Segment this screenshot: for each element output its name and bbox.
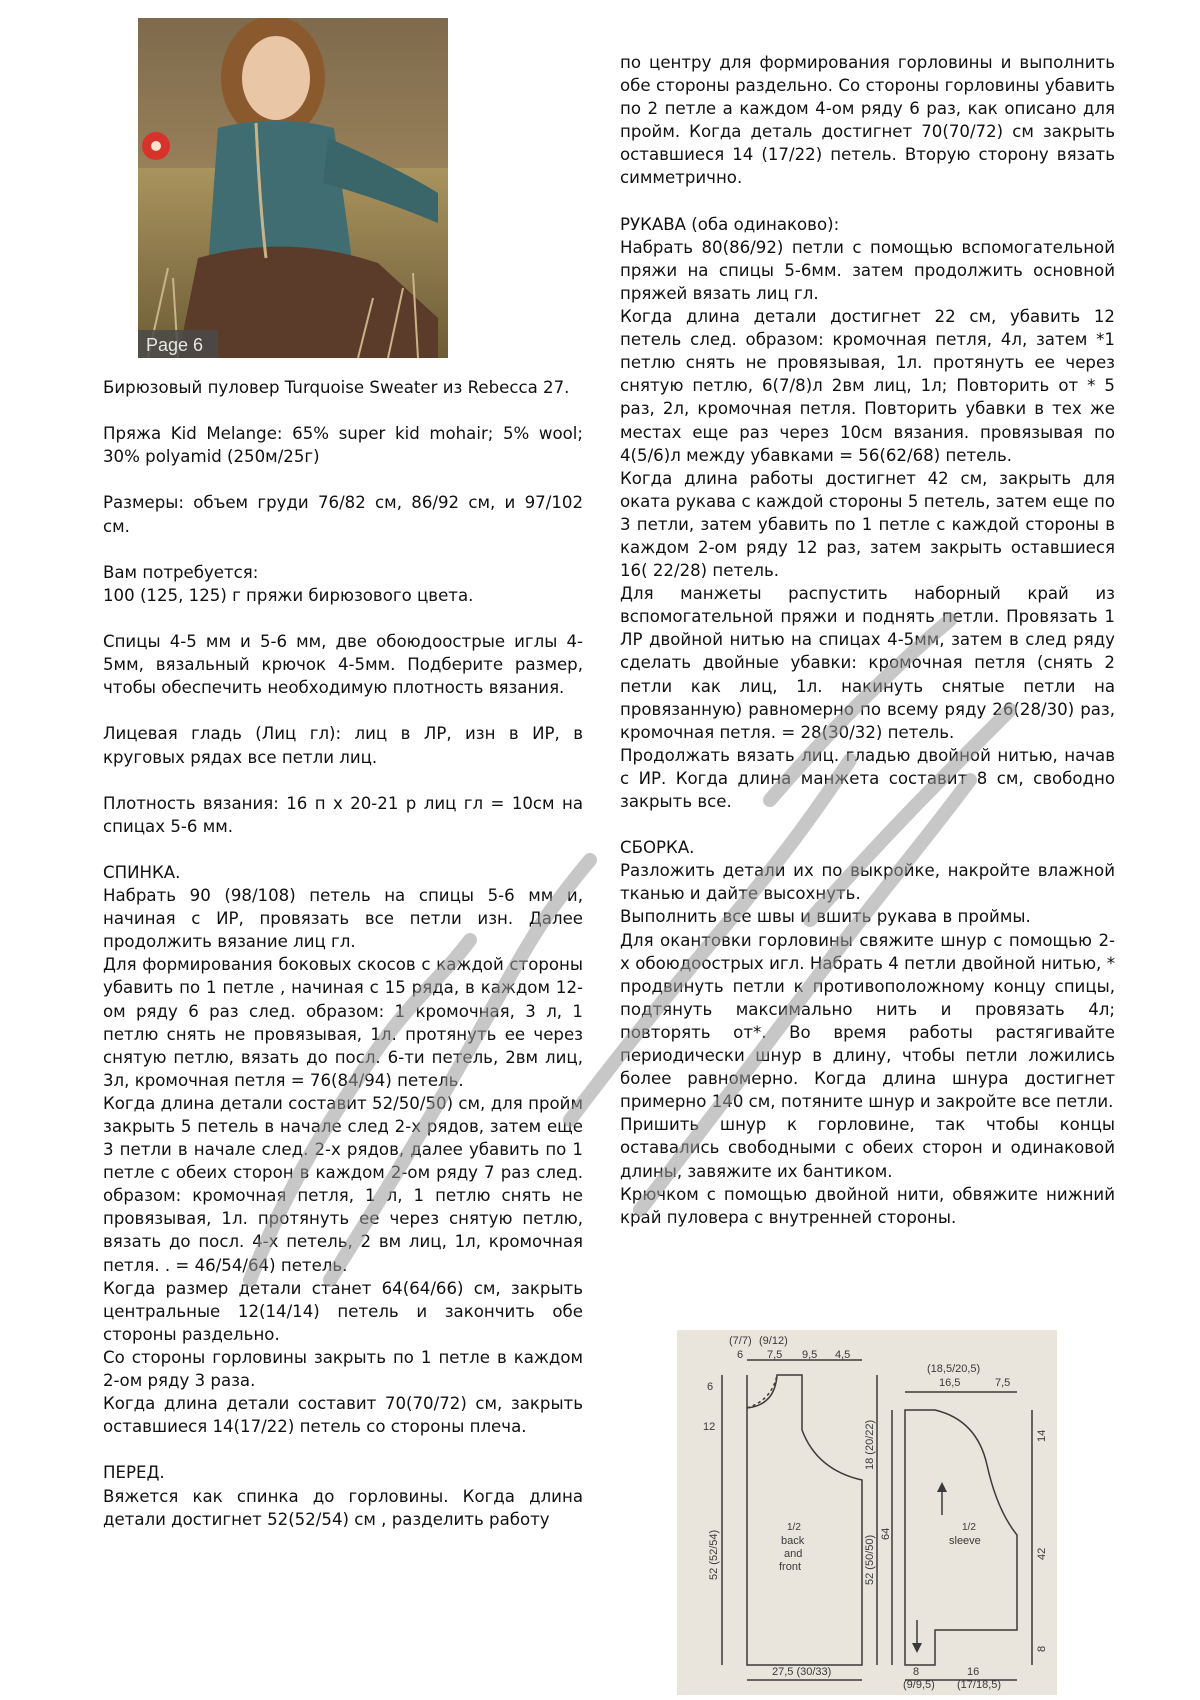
front-paragraph: Вяжется как спинка до горловины. Когда длина детали достигнет 52(52/54) см , разделить работу — [103, 1486, 583, 1529]
materials-yarn: 100 (125, 125) г пряжи бирюзового цвета. — [103, 585, 474, 605]
back-paragraph: Когда длина детали составит 70(70/72) см, закрыть оставшиеся 14(17/22) петель со стороны плеча. — [103, 1394, 583, 1437]
dim-top-4-5: 4,5 — [835, 1349, 851, 1361]
dim-bottom: 27,5 (30/33) — [772, 1666, 832, 1678]
assembly-paragraph: Выполнить все швы и вшить рукава в проймы. — [620, 907, 1031, 927]
assembly-paragraph: Крючком с помощью двойной нити, обвяжите нижний край пуловера с внутренней стороны. — [620, 1184, 1115, 1227]
dim-armhole: 18 (20/22) — [864, 1419, 876, 1470]
sleeve-dim-bottom-b: (9/9,5) — [903, 1679, 935, 1691]
dim-top-9-5: 9,5 — [802, 1349, 818, 1361]
body-label-front: front — [779, 1561, 802, 1573]
dim-top-7-5: 7,5 — [767, 1349, 783, 1361]
sleeves-heading: РУКАВА (оба одинаково): — [620, 214, 840, 234]
body-label-back: back — [781, 1535, 805, 1547]
sleeves-paragraph: Когда длина детали достигнет 22 см, убавить 12 петель след. образом: кромочная петля, 4л, затем *1 петлю снять не провязывая, 1л. протянуть ее через снятую петлю, 6(7/8)л 2вм лиц, 1л; Повторить от * 5 раз, 2л, кромочная петля. Повторить убавки в тех же местах еще раз через 10см вязания. провязывая по 4(5/6)л между убавками = 56(62/68) петель. — [620, 307, 1115, 465]
pattern-schematic — [677, 1330, 1057, 1695]
sleeve-dim-64: 64 — [880, 1527, 892, 1540]
left-column — [103, 376, 583, 1531]
sleeve-dim-bottom-c: 16 — [967, 1666, 980, 1678]
assembly-paragraph: Разложить детали их по выкройке, накройте влажной тканью и дайте высохнуть. — [620, 861, 1115, 904]
sleeve-dim-bottom-a: 8 — [913, 1666, 920, 1678]
assembly-heading: СБОРКА. — [620, 838, 695, 858]
dim-side-52: 52 (52/54) — [708, 1529, 720, 1580]
assembly-paragraph: Для окантовки горловины свяжите шнур с помощью 2-х обоюдоострых игл. Набрать 4 петли двойной нитью, * продвинуть петли к противоположному концу спицы, подтянуть максимально нить и провязать 4л; повторять от*. Во время работы растягивайте периодически шнур в длину, чтобы петли ложились более равномерно. Когда длина шнура достигнет примерно 140 см, потяните шнур и закройте все петли. — [620, 930, 1115, 1112]
dim-side-12: 12 — [703, 1421, 716, 1433]
photo-page-caption: Page 6 — [146, 335, 204, 355]
dim-top-6: 6 — [737, 1349, 744, 1361]
sleeve-label: sleeve — [949, 1535, 981, 1547]
sleeve-dim-42: 42 — [1036, 1547, 1048, 1560]
front-continued: по центру для формирования горловины и выполнить обе стороны раздельно. Со стороны горловины убавить по 2 петле а каждом 4-ом ряду 6 раз, как описано для пройм. Когда деталь достигнет 70(70/72) см закрыть оставшиеся 14 (17/22) петель. Вторую сторону вязать симметрично. — [620, 53, 1115, 188]
materials-heading: Вам потребуется: — [103, 562, 259, 582]
dim-top-b: (9/12) — [759, 1335, 788, 1347]
pattern-title: Бирюзовый пуловер Turquoise Sweater из Rebecca 27. — [103, 378, 570, 397]
needles-info: Спицы 4-5 мм и 5-6 мм, две обоюдоострые иглы 4-5мм, вязальный крючок 4-5мм. Подберите размер, чтобы обеспечить необходимую плотность вязания. — [103, 632, 583, 698]
front-heading: ПЕРЕД. — [103, 1463, 165, 1483]
dim-top-a: (7/7) — [729, 1335, 752, 1347]
sizes-info: Размеры: объем груди 76/82 см, 86/92 см, и 97/102 см. — [103, 493, 583, 536]
back-paragraph: Набрать 90 (98/108) петель на спицы 5-6 мм и, начиная с ИР, провязать все петли изн. Далее продолжить вязание лиц гл. — [103, 886, 583, 952]
sleeve-label-half: 1/2 — [962, 1522, 976, 1533]
sleeve-dim-top-b: 16,5 — [939, 1377, 961, 1389]
sleeve-dim-bottom-d: (17/18,5) — [957, 1679, 1002, 1691]
yarn-info: Пряжа Kid Melange: 65% super kid mohair; 5% wool; 30% polyamid (250м/25г) — [103, 424, 583, 467]
back-paragraph: Когда длина детали составит 52/50/50) см, для пройм закрыть 5 петель в начале след 2-х рядов, затем еще 3 петли в начале след. 2-х рядов, далее убавить по 1 петле с обеих сторон в каждом 2-ом ряду 7 раз след. образом: кромочная петля, 1 л, 1 петлю снять не провязывая, 1л. протянуть ее через снятую петлю, вязать до посл. 4-х петель, 2 вм лиц, 1л, кромочная петля. . = 46/54/64) петель. — [103, 1093, 583, 1275]
back-paragraph: Когда размер детали станет 64(64/66) см, закрыть центральные 12(14/14) петель и закончить обе стороны раздельно. — [103, 1278, 583, 1344]
body-label-half: 1/2 — [787, 1522, 801, 1533]
right-column — [620, 51, 1115, 1229]
back-heading: СПИНКА. — [103, 862, 181, 882]
dim-side-6: 6 — [707, 1381, 714, 1393]
sleeve-dim-8: 8 — [1036, 1645, 1048, 1652]
back-paragraph: Для формирования боковых скосов с каждой стороны убавить по 1 петле , начиная с 15 ряда, в каждом 12-ом ряду 6 раз след. образом: 1 кромочная, 3 л, 1 петлю снять не провязывая, 1л. протянуть ее через снятую петлю, вязать до посл. 6-ти петель, 2вм лиц, 3л, кромочная петля = 76(84/94) петель. — [103, 955, 583, 1090]
gauge-info: Плотность вязания: 16 п х 20-21 р лиц гл = 10см на спицах 5-6 мм. — [103, 793, 583, 836]
stockinette-info: Лицевая гладь (Лиц гл): лиц в ЛР, изн в ИР, в круговых рядах все петли лиц. — [103, 724, 583, 767]
sleeve-dim-14: 14 — [1036, 1429, 1048, 1442]
back-paragraph: Со стороны горловины закрыть по 1 петле в каждом 2-ом ряду 3 раза. — [103, 1347, 583, 1391]
dim-side-52b: 52 (50/50) — [864, 1534, 876, 1585]
sleeve-dim-top-c: 7,5 — [995, 1377, 1011, 1389]
sleeves-paragraph: Для манжеты распустить наборный край из вспомогательной пряжи и поднять петли. Провязать 1 ЛР двойной нитью на спицах 4-5мм, затем в след ряду сделать двойные убавки: кромочная петля (снять 2 петли как лиц, 1л. накинуть снятые петли на провязанную) равномерно по всему ряду 26(28/30) раз, кромочная петля. = 28(30/32) петель. — [620, 584, 1115, 742]
assembly-paragraph: Пришить шнур к горловине, так чтобы концы оставались свободными с обеих сторон и одинаковой длины, завяжите их бантиком. — [620, 1115, 1115, 1181]
sleeves-paragraph: Когда длина работы достигнет 42 см, закрыть для оката рукава с каждой стороны 5 петель, затем еще по 3 петли, затем убавить по 1 петле с каждой стороны в каждом 2-ом ряду 12 раз, затем закрыть оставшиеся 16( 22/28) петель. — [620, 468, 1115, 581]
sleeves-paragraph: Набрать 80(86/92) петли с помощью вспомогательной пряжи на спицы 5-6мм. затем продолжить основной пряжей вязать лиц гл. — [620, 237, 1115, 303]
model-photo — [138, 18, 448, 358]
sleeves-paragraph: Продолжать вязать лиц. гладью двойной нитью, начав с ИР. Когда длина манжета составит 8 см, свободно закрыть все. — [620, 745, 1115, 811]
body-outline — [747, 1375, 862, 1665]
sleeve-dim-top-a: (18,5/20,5) — [927, 1363, 981, 1375]
body-label-and: and — [784, 1548, 803, 1560]
